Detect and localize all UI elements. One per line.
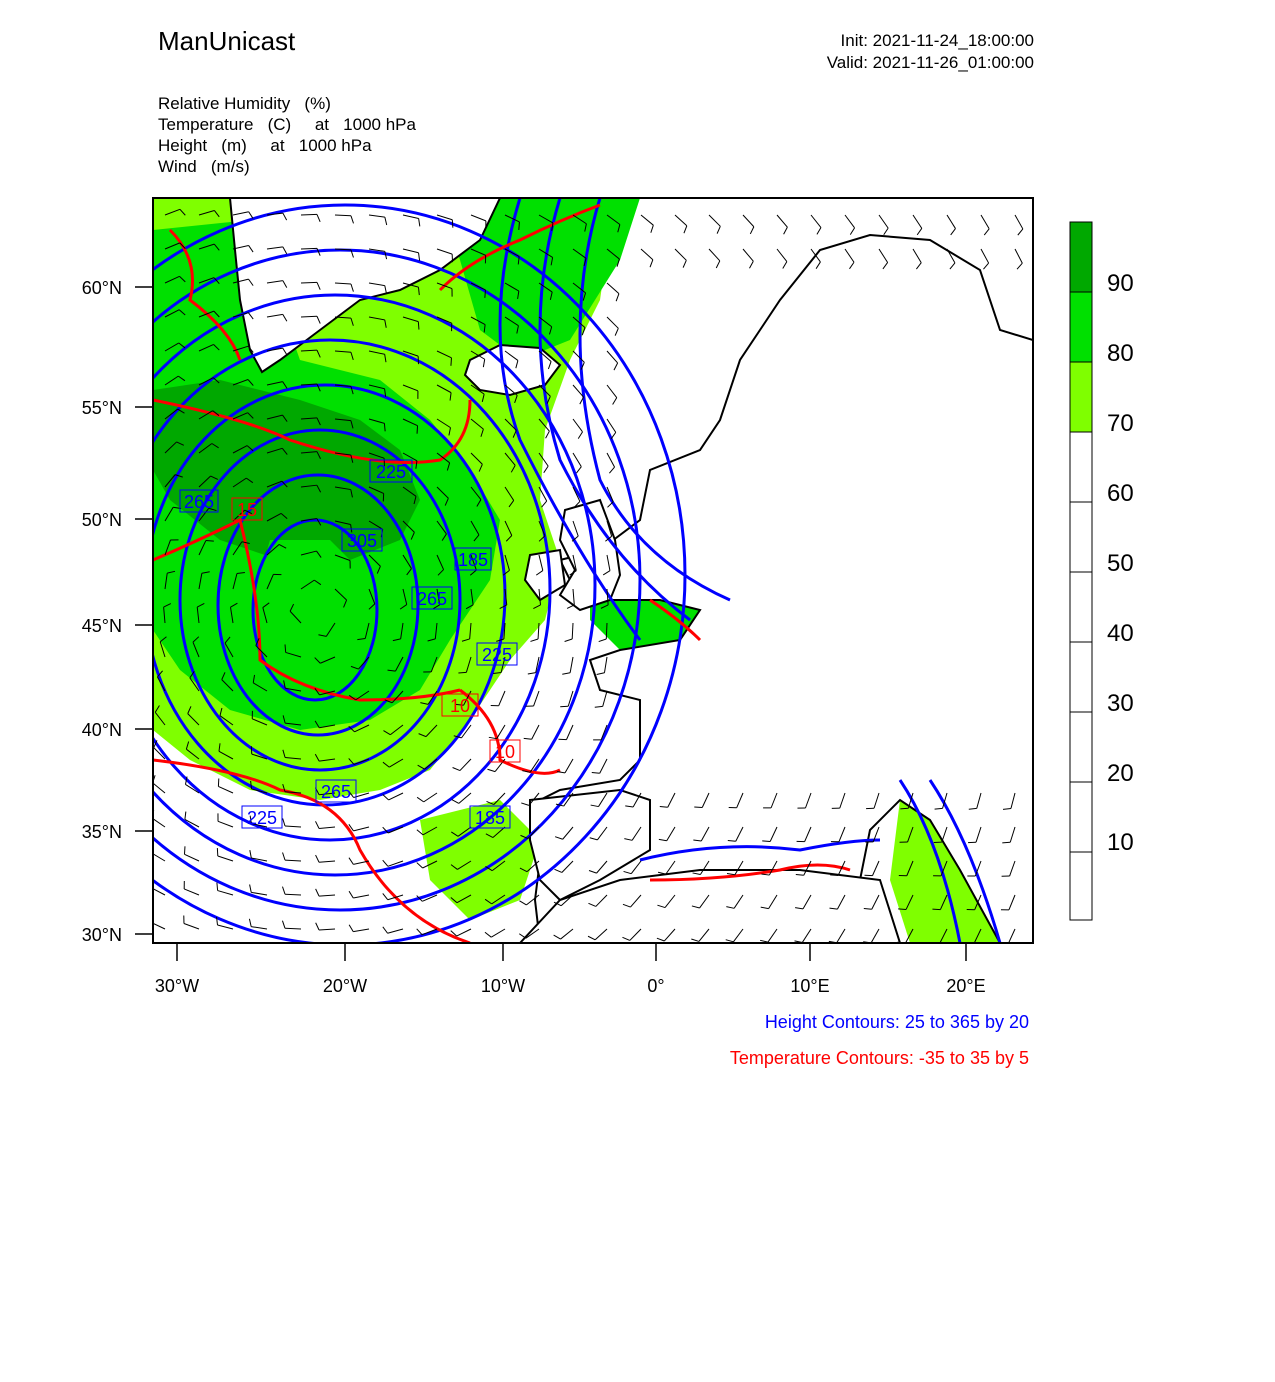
lat-label-60n: 60°N — [81, 278, 122, 298]
lon-label-0: 0° — [647, 976, 665, 996]
colorbar-label-20: 20 — [1107, 760, 1134, 787]
svg-text:265: 265 — [416, 589, 448, 609]
init-time: Init: 2021-11-24_18:00:00 — [840, 31, 1034, 50]
height-label-185-south — [470, 806, 510, 828]
svg-text:225: 225 — [375, 462, 407, 482]
colorbar-label-40: 40 — [1107, 620, 1134, 647]
height-label-185-north — [455, 548, 491, 570]
colorbar — [1070, 222, 1092, 920]
svg-text:225: 225 — [481, 645, 513, 665]
height-label-265-west — [180, 490, 218, 512]
field-wind: Wind (m/s) — [158, 157, 250, 176]
colorbar-box-20 — [1070, 712, 1092, 782]
svg-text:265: 265 — [183, 492, 215, 512]
lat-ticks — [135, 287, 153, 934]
height-label-225-north — [370, 460, 412, 482]
lat-label-30n: 30°N — [81, 925, 122, 945]
colorbar-box-10 — [1070, 782, 1092, 852]
lon-label-20w: 20°W — [322, 976, 368, 996]
temperature-contours-note: Temperature Contours: -35 to 35 by 5 — [729, 1048, 1029, 1068]
svg-text:305: 305 — [346, 531, 378, 551]
valid-time: Valid: 2021-11-26_01:00:00 — [826, 53, 1034, 72]
height-contours-note: Height Contours: 25 to 365 by 20 — [764, 1012, 1029, 1032]
field-height: Height (m) at 1000 hPa — [158, 136, 372, 155]
height-label-305 — [342, 529, 382, 551]
colorbar-box-30 — [1070, 642, 1092, 712]
lon-label-10e: 10°E — [790, 976, 830, 996]
lon-label-30w: 30°W — [154, 976, 200, 996]
field-relative-humidity: Relative Humidity (%) — [158, 94, 331, 113]
colorbar-label-30: 30 — [1107, 690, 1134, 717]
svg-text:185: 185 — [457, 550, 489, 570]
colorbar-label-70: 70 — [1107, 410, 1134, 437]
svg-text:225: 225 — [246, 808, 278, 828]
lon-label-10w: 10°W — [480, 976, 526, 996]
lon-label-20e: 20°E — [946, 976, 986, 996]
height-label-265-east — [412, 587, 452, 609]
svg-text:15: 15 — [236, 500, 258, 520]
map-field-layer — [5, 198, 1033, 945]
model-title: ManUnicast — [158, 26, 296, 56]
colorbar-box-0 — [1070, 852, 1092, 920]
colorbar-box-90 — [1070, 222, 1092, 292]
svg-text:265: 265 — [320, 782, 352, 802]
height-label-225-east — [477, 643, 517, 665]
colorbar-box-50 — [1070, 502, 1092, 572]
colorbar-label-80: 80 — [1107, 340, 1134, 367]
colorbar-box-80 — [1070, 292, 1092, 362]
colorbar-box-70 — [1070, 362, 1092, 432]
colorbar-label-10: 10 — [1107, 829, 1134, 856]
colorbar-label-60: 60 — [1107, 480, 1134, 507]
height-label-265-south — [316, 780, 356, 802]
colorbar-box-40 — [1070, 572, 1092, 642]
lat-label-35n: 35°N — [81, 822, 122, 842]
height-label-225-south — [242, 806, 282, 828]
lat-label-40n: 40°N — [81, 720, 122, 740]
colorbar-box-60 — [1070, 432, 1092, 502]
lat-label-55n: 55°N — [81, 398, 122, 418]
colorbar-label-90: 90 — [1107, 270, 1134, 297]
svg-text:10: 10 — [494, 742, 516, 762]
field-temperature: Temperature (C) at 1000 hPa — [158, 115, 416, 134]
lon-ticks — [177, 943, 966, 961]
colorbar-label-50: 50 — [1107, 550, 1134, 577]
svg-text:185: 185 — [474, 808, 506, 828]
lat-label-50n: 50°N — [81, 510, 122, 530]
svg-text:10: 10 — [449, 696, 471, 716]
lat-label-45n: 45°N — [81, 616, 122, 636]
